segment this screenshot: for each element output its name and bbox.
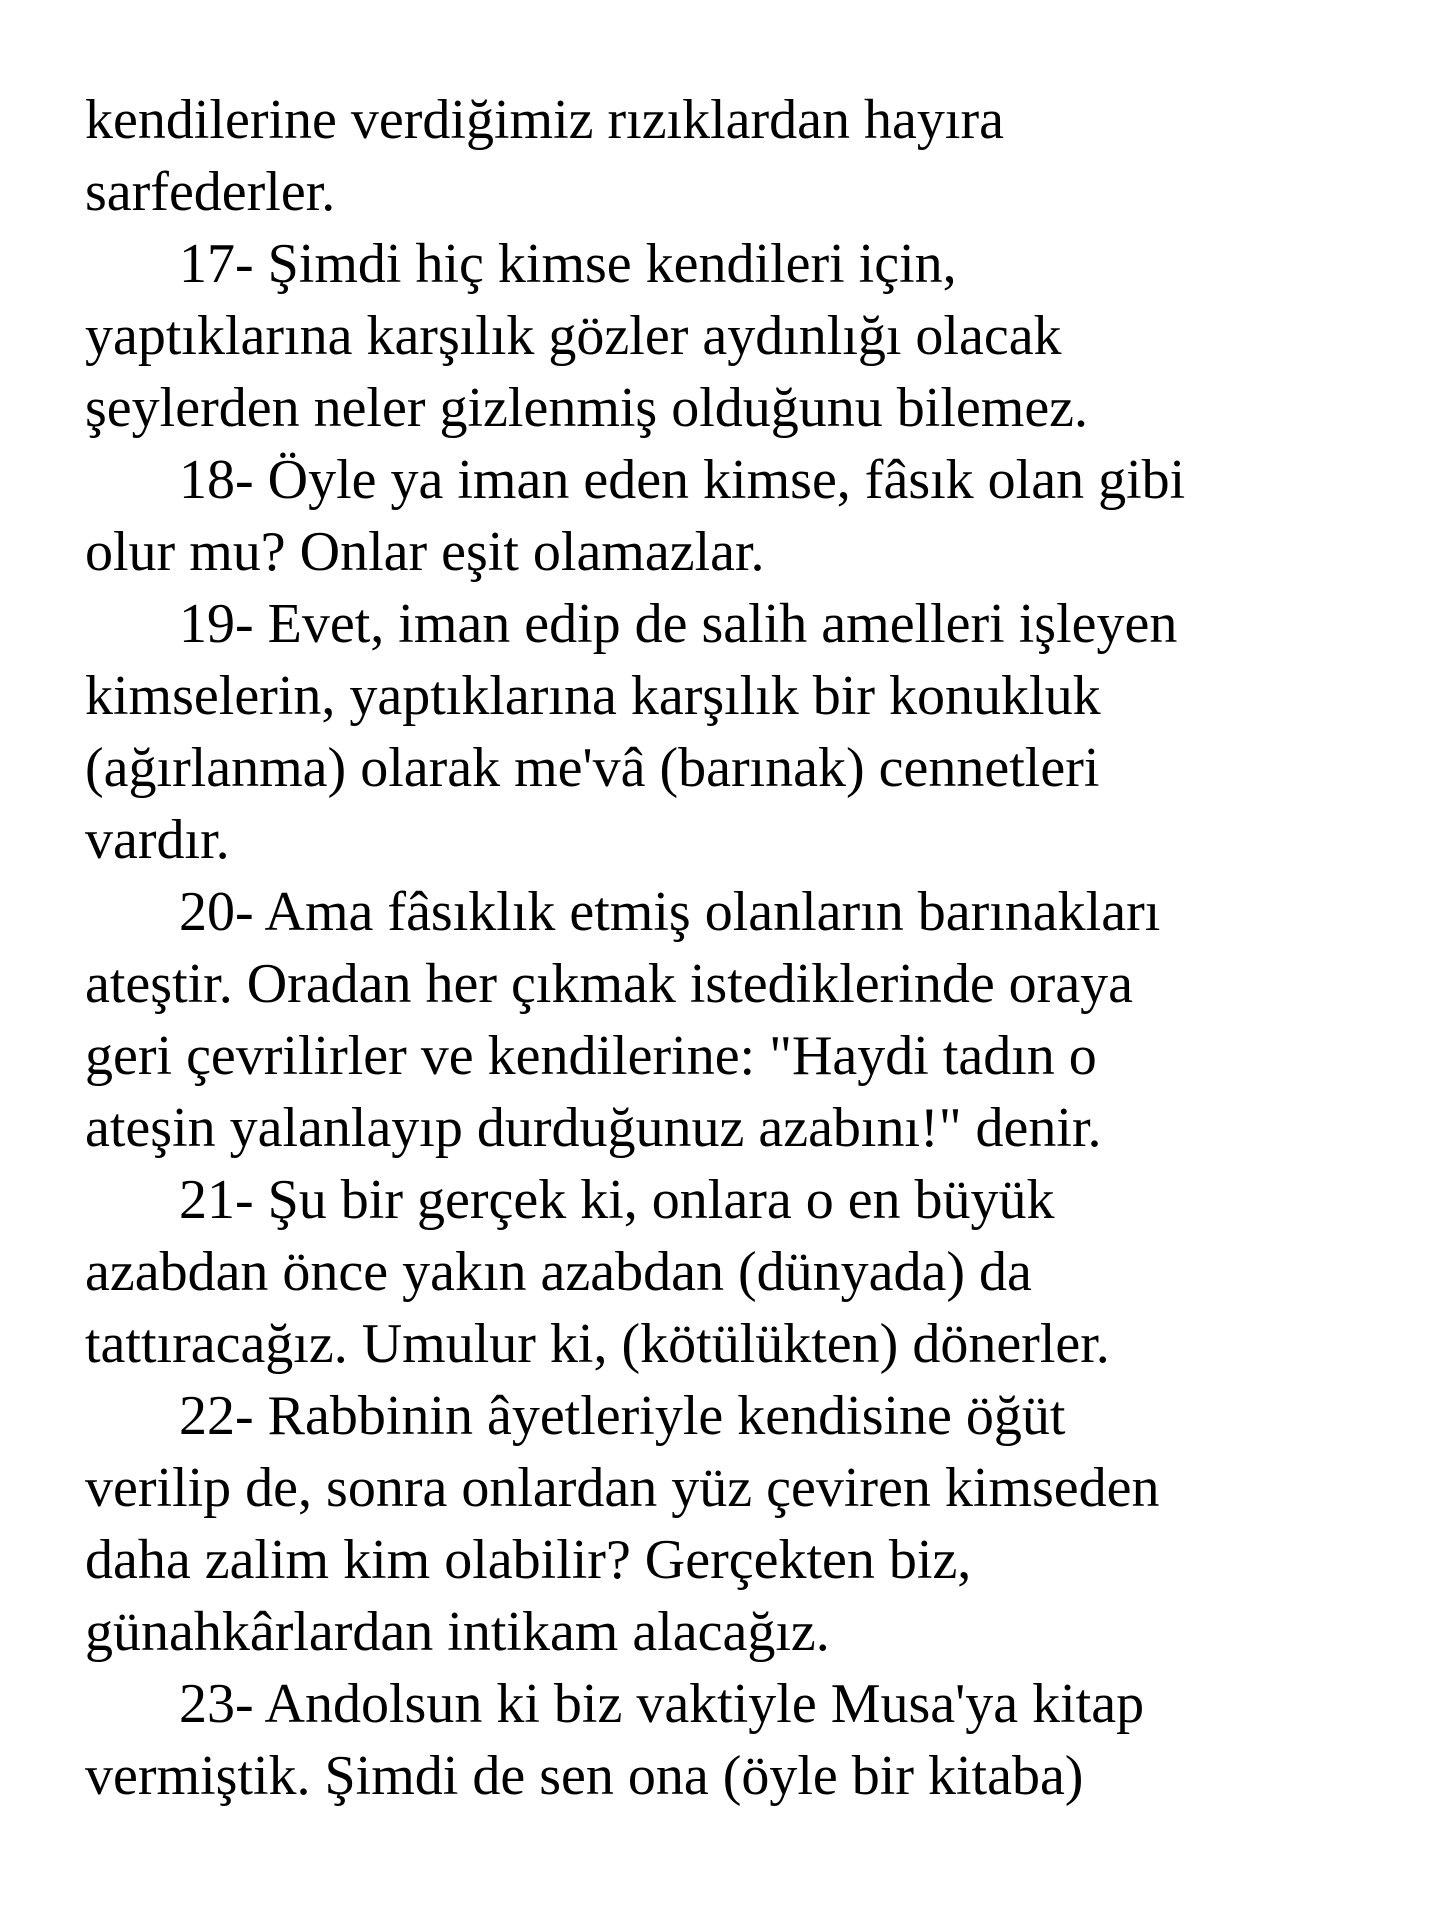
text-line: yaptıklarına karşılık gözler aydınlığı olacak xyxy=(85,305,1062,367)
verse-start-line: 23- Andolsun ki biz vaktiyle Musa'ya kitap xyxy=(179,1673,1145,1735)
verse-start-line: 22- Rabbinin âyetleriyle kendisine öğüt xyxy=(179,1385,1066,1447)
verse-start-line: 21- Şu bir gerçek ki, onlara o en büyük xyxy=(179,1169,1055,1231)
document-page xyxy=(85,84,1415,1812)
text-line: olur mu? Onlar eşit olamazlar. xyxy=(85,521,765,583)
text-line: kimselerin, yaptıklarına karşılık bir konukluk xyxy=(85,665,1101,727)
verse-start-line: 20- Ama fâsıklık etmiş olanların barınakları xyxy=(179,881,1161,943)
text-line: vardır. xyxy=(85,809,230,871)
text-line: ateşin yalanlayıp durduğunuz azabını!" denir. xyxy=(85,1097,1102,1159)
verse-start-line: 18- Öyle ya iman eden kimse, fâsık olan gibi xyxy=(179,449,1186,511)
text-line: sarfederler. xyxy=(85,161,336,223)
text-line: tattıracağız. Umulur ki, (kötülükten) dönerler. xyxy=(85,1313,1110,1375)
text-line: geri çevrilirler ve kendilerine: "Haydi tadın o xyxy=(85,1025,1097,1087)
text-line: şeylerden neler gizlenmiş olduğunu bilemez. xyxy=(85,377,1089,439)
text-line: kendilerine verdiğimiz rızıklardan hayıra xyxy=(85,89,1004,151)
text-line: ateştir. Oradan her çıkmak istediklerinde oraya xyxy=(85,953,1134,1015)
text-line: vermiştik. Şimdi de sen ona (öyle bir kitaba) xyxy=(85,1745,1084,1807)
verse-start-line: 17- Şimdi hiç kimse kendileri için, xyxy=(179,233,957,295)
text-line: daha zalim kim olabilir? Gerçekten biz, xyxy=(85,1529,972,1591)
text-line: verilip de, sonra onlardan yüz çeviren kimseden xyxy=(85,1457,1160,1519)
verse-start-line: 19- Evet, iman edip de salih amelleri işleyen xyxy=(179,593,1178,655)
text-line: (ağırlanma) olarak me'vâ (barınak) cennetleri xyxy=(85,737,1100,799)
text-line: günahkârlardan intikam alacağız. xyxy=(85,1601,830,1663)
text-line: azabdan önce yakın azabdan (dünyada) da xyxy=(85,1241,1032,1303)
